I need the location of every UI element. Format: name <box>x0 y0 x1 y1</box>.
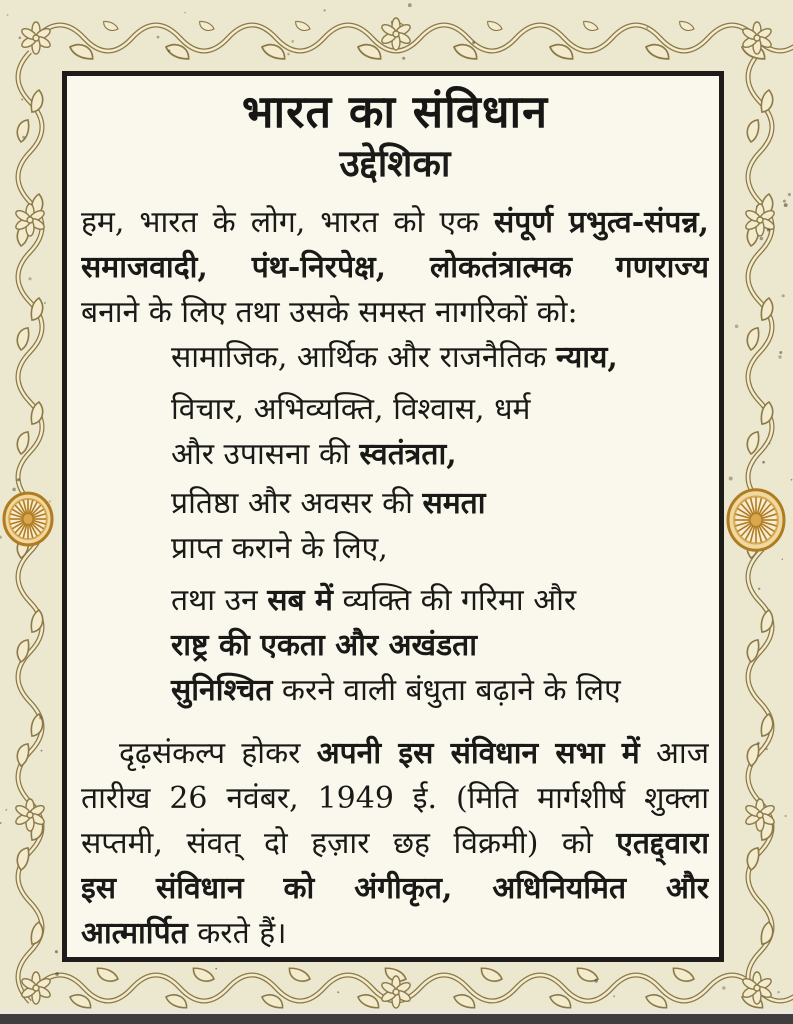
text-line-3: बनाने के लिए तथा उसके समस्त नागरिकों को: <box>81 295 578 330</box>
text-line-5: विचार, अभिव्यक्ति, विश्वास, धर्म <box>171 392 531 427</box>
text-line-4: सामाजिक, आर्थिक और राजनैतिक न्याय, <box>171 340 618 375</box>
page-title: भारत का संविधान <box>241 85 549 138</box>
text-line-16: आत्मार्पित करते हैं। <box>81 916 287 951</box>
text-line-11: सुनिश्चित करने वाली बंधुता बढ़ाने के लिए <box>171 673 621 708</box>
text-line-6: और उपासना की स्वतंत्रता, <box>171 437 457 472</box>
preamble-sheet <box>62 71 724 962</box>
text-line-7: प्रतिष्ठा और अवसर की समता <box>171 486 486 521</box>
ashoka-chakra-left-icon <box>1 491 55 547</box>
text-line-14: सप्तमी, संवत् दो हज़ार छह विक्रमी) को एतद्द्वारा <box>81 826 709 861</box>
text-line-15: इस संविधान को अंगीकृत, अधिनियमित और <box>81 871 709 906</box>
page-subtitle: उद्देशिका <box>339 141 451 185</box>
bottom-strip <box>0 1014 793 1024</box>
text-line-13: तारीख 26 नवंबर, 1949 ई. (मिति मार्गशीर्ष शुक्ला <box>81 781 709 816</box>
text-line-12: दृढ़संकल्प होकर अपनी इस संविधान सभा में आज <box>119 736 709 771</box>
text-line-10: राष्ट्र की एकता और अखंडता <box>171 628 477 663</box>
text-line-2: समाजवादी, पंथ-निरपेक्ष, लोकतंत्रात्मक गणराज्य <box>81 250 709 285</box>
ashoka-chakra-right-icon <box>725 487 787 553</box>
text-line-8: प्राप्त कराने के लिए, <box>171 531 388 566</box>
text-line-1: हम, भारत के लोग, भारत को एक संपूर्ण प्रभुत्व-संपन्न, <box>81 205 709 240</box>
preamble-text <box>81 200 709 956</box>
text-line-9: तथा उन सब में व्यक्ति की गरिमा और <box>171 583 577 618</box>
